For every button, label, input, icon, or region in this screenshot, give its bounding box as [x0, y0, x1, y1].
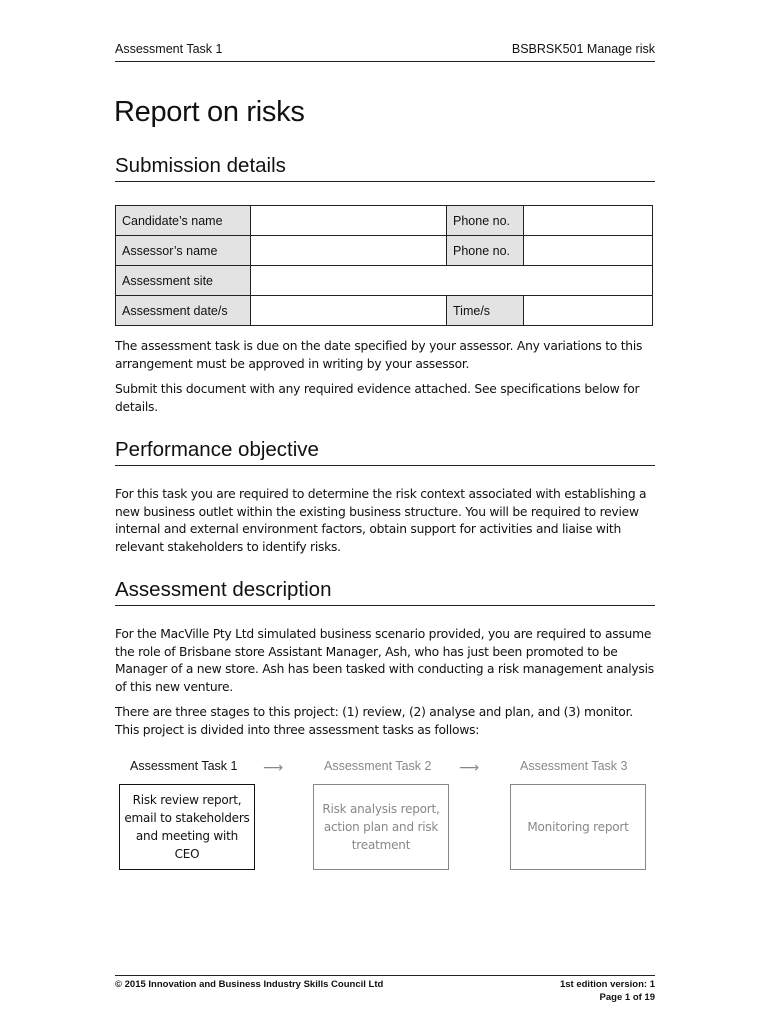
section-heading-performance: Performance objective [115, 438, 655, 466]
time-field[interactable] [524, 296, 653, 326]
footer-page-number: Page 1 of 19 [599, 992, 655, 1003]
time-label: Time/s [447, 296, 524, 326]
table-row [116, 206, 653, 236]
footer-edition: 1st edition version: 1 [559, 979, 655, 990]
candidate-name-label: Candidate’s name [116, 206, 251, 236]
assessor-phone-label: Phone no. [447, 236, 524, 266]
candidate-phone-label: Phone no. [447, 206, 524, 236]
table-row [116, 266, 653, 296]
section-heading-submission: Submission details [115, 154, 655, 182]
assessor-name-field[interactable] [251, 236, 447, 266]
page-footer [115, 975, 655, 1003]
assessment-date-field[interactable] [251, 296, 447, 326]
task-1-label: Assessment Task 1 [130, 759, 238, 773]
submission-paragraph-1: The assessment task is due on the date specified by your assessor. Any variations to this arrangement must be approved in writing by your assessor. [115, 339, 643, 371]
table-row [116, 236, 653, 266]
performance-paragraph: For this task you are required to determine the risk context associated with establishing a new business outlet within the existing business structure. You will be required to review internal and external environment factors, obtain support for activities and liaise with relevant stakeholders to identify risks. [115, 487, 647, 554]
task-2-label: Assessment Task 2 [324, 759, 432, 773]
header-right: BSBRSK501 Manage risk [511, 42, 655, 56]
page-header [115, 42, 655, 62]
description-paragraph-1: For the MacVille Pty Ltd simulated business scenario provided, you are required to assume the role of Brisbane store Assistant Manager, Ash, who has just been promoted to be Manager of a new store. Ash has been tasked with conducting a risk management analysis of this new venture. [115, 627, 654, 694]
header-left: Assessment Task 1 [115, 42, 223, 56]
task-2-box: Risk analysis report, action plan and risk treatment [313, 784, 449, 870]
footer-copyright: © 2015 Innovation and Business Industry Skills Council Ltd [115, 979, 384, 990]
assessment-site-label: Assessment site [116, 266, 251, 296]
candidate-phone-field[interactable] [524, 206, 653, 236]
assessor-phone-field[interactable] [524, 236, 653, 266]
arrow-right-icon: ⟶ [263, 759, 284, 775]
description-paragraph-2: There are three stages to this project: (1) review, (2) analyse and plan, and (3) monitor. This project is divided into three assessment tasks as follows: [115, 705, 633, 737]
assessment-site-field[interactable] [251, 266, 653, 296]
assessor-name-label: Assessor’s name [116, 236, 251, 266]
section-heading-description: Assessment description [115, 578, 655, 606]
submission-table [115, 205, 653, 326]
task-1-box: Risk review report, email to stakeholders and meeting with CEO [119, 784, 255, 870]
arrow-right-icon: ⟶ [459, 759, 480, 775]
candidate-name-field[interactable] [251, 206, 447, 236]
assessment-date-label: Assessment date/s [116, 296, 251, 326]
table-row [116, 296, 653, 326]
task-3-label: Assessment Task 3 [520, 759, 628, 773]
task-3-box: Monitoring report [510, 784, 646, 870]
page-title: Report on risks [114, 96, 305, 128]
submission-paragraph-2: Submit this document with any required evidence attached. See specifications below for details. [115, 382, 640, 414]
